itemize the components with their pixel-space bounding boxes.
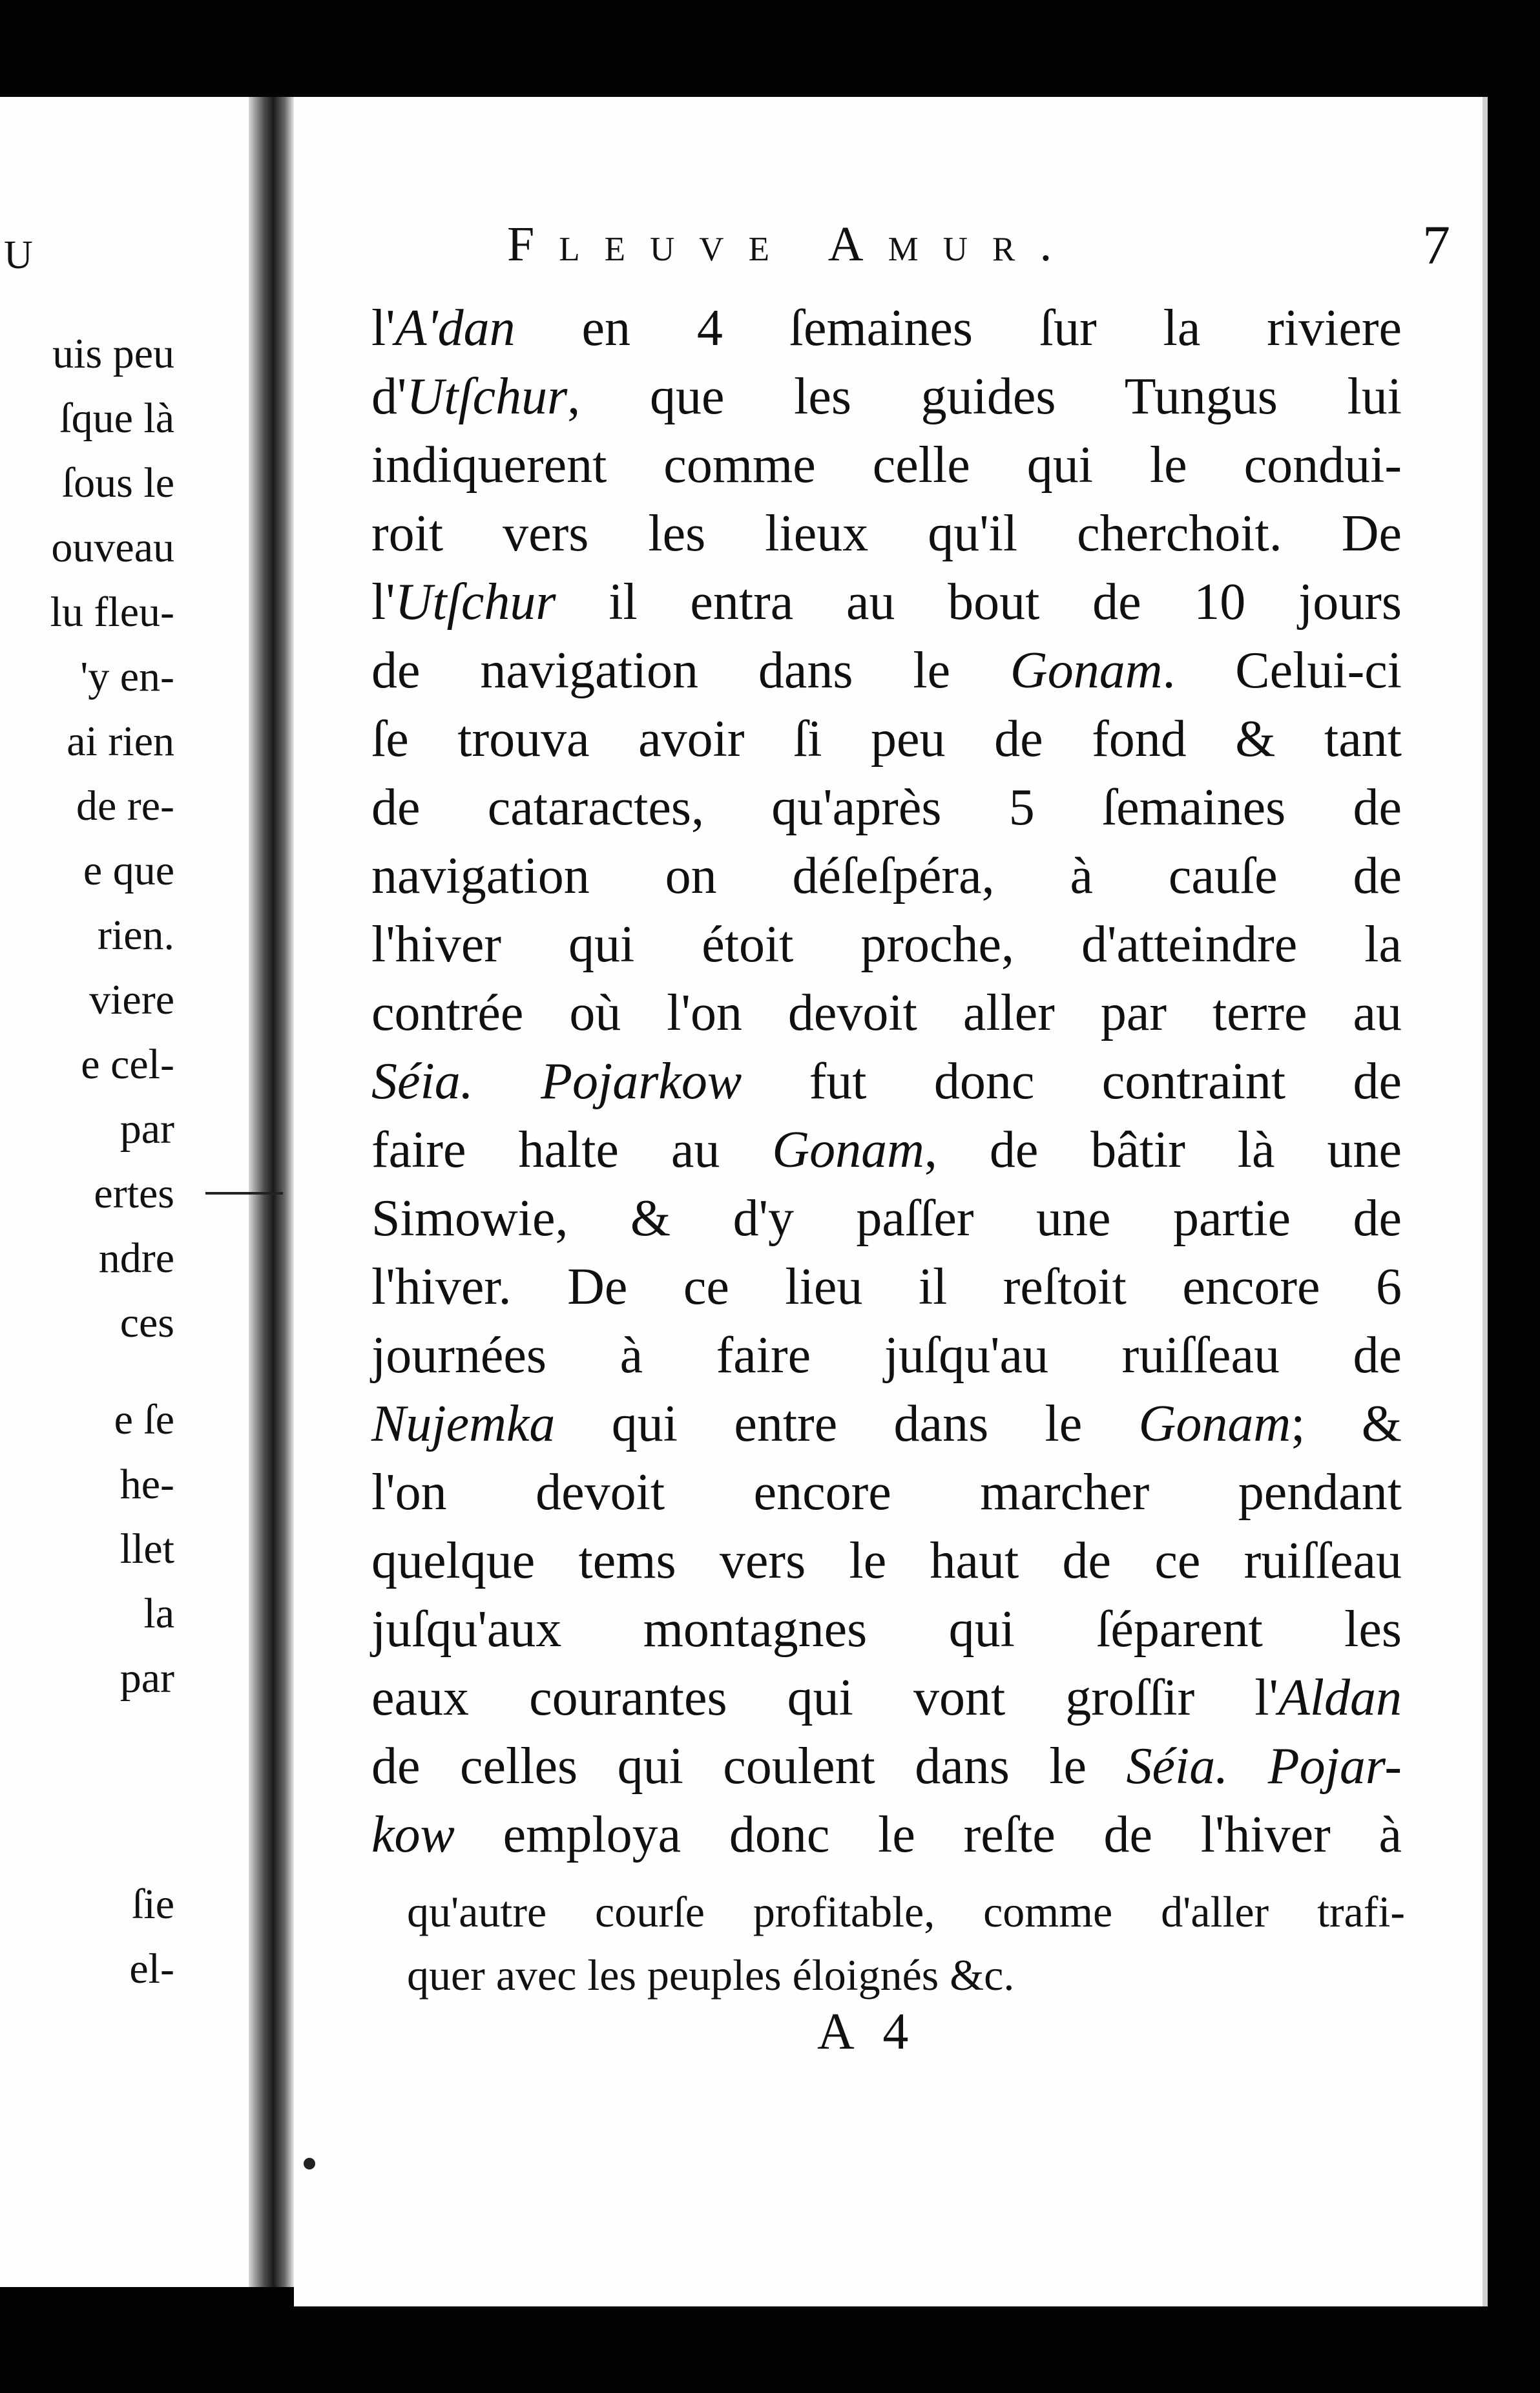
text-line (371, 1732, 1402, 1801)
left-fragment: ſie (132, 1881, 174, 1928)
text-segment: Simowie, & d'y paſſer une partie de (371, 1190, 1402, 1247)
footnote-line: qu'autre courſe profitable, comme d'aller trafi- (407, 1887, 1405, 1936)
text-segment: l' (371, 300, 395, 357)
italic-segment: Utſchur (395, 574, 556, 631)
signature-mark: A 4 (817, 2003, 918, 2060)
text-line (371, 910, 1402, 979)
text-line (371, 705, 1402, 773)
text-line (371, 1047, 1402, 1116)
italic-segment: Gonam (1010, 642, 1163, 699)
left-fragment: rien. (97, 912, 174, 959)
binding-thread (205, 1192, 283, 1195)
left-fragment: ertes (94, 1170, 174, 1217)
text-line (371, 1253, 1402, 1321)
text-segment: il entra au bout de 10 jours (556, 574, 1402, 631)
left-fragment: par (120, 1105, 174, 1153)
text-segment: ; & (1291, 1395, 1402, 1452)
italic-segment: Nujemka (371, 1395, 556, 1452)
left-fragment: e que (83, 847, 174, 894)
left-fragment: ndre (98, 1235, 174, 1282)
page-number: 7 (1422, 214, 1450, 276)
main-page (294, 97, 1483, 2306)
left-fragment: ai rien (67, 718, 174, 765)
text-line (371, 979, 1402, 1047)
italic-segment: Gonam (772, 1122, 924, 1178)
text-segment: , de bâtir là une (924, 1122, 1402, 1178)
body-text (371, 294, 1402, 1869)
text-line (371, 636, 1402, 705)
text-segment: l' (371, 574, 395, 631)
text-segment: l'on devoit encore marcher pendant (371, 1464, 1402, 1521)
text-line (371, 362, 1402, 431)
text-segment: roit vers les lieux qu'il cherchoit. De (371, 505, 1402, 562)
text-segment: de celles qui coulent dans le (371, 1738, 1127, 1795)
text-line (371, 1184, 1402, 1253)
left-fragment: el- (129, 1945, 174, 1992)
text-segment: . Celui-ci (1162, 642, 1402, 699)
footnote-line: quer avec les peuples éloignés &c. (407, 1950, 1015, 2000)
left-fragment: la (143, 1590, 174, 1637)
left-fragment: he- (120, 1461, 174, 1508)
text-line (371, 294, 1402, 362)
italic-segment: Utſchur (406, 368, 568, 425)
left-fragment: ſque là (59, 395, 174, 442)
text-line (371, 1801, 1402, 1869)
left-fragment: llet (120, 1525, 174, 1573)
text-line (371, 1458, 1402, 1527)
text-line (371, 568, 1402, 636)
ink-speck (304, 2158, 315, 2169)
text-segment: contrée où l'on devoit aller par terre au (371, 985, 1402, 1041)
text-segment: navigation on déſeſpéra, à cauſe de (371, 848, 1402, 904)
left-fragment: ces (120, 1299, 174, 1346)
text-segment: employa donc le reſte de l'hiver à (454, 1806, 1402, 1863)
text-segment: faire halte au (371, 1122, 773, 1178)
text-line (371, 1595, 1402, 1664)
left-fragment: uis peu (52, 330, 174, 377)
left-fragment: e ſe (114, 1396, 174, 1443)
text-segment: indiquerent comme celle qui le condui- (371, 437, 1402, 494)
text-line (371, 773, 1402, 842)
footnote (407, 1880, 1405, 2007)
text-line (371, 1664, 1402, 1732)
text-segment: d' (371, 368, 407, 425)
text-line (371, 1321, 1402, 1390)
text-segment: eaux courantes qui vont groſſir l' (371, 1669, 1278, 1726)
text-line (371, 499, 1402, 568)
running-head: Fleuve Amur. (507, 217, 1077, 271)
left-fragment: 'y en- (80, 653, 174, 700)
italic-segment: Séia. Pojar- (1126, 1738, 1402, 1795)
left-fragment: viere (89, 976, 174, 1023)
left-fragment: e cel- (81, 1041, 174, 1088)
left-fragment: ſous le (61, 459, 174, 507)
text-segment: l'hiver. De ce lieu il reſtoit encore 6 (371, 1259, 1402, 1315)
italic-segment: Séia. Pojarkow (371, 1053, 742, 1110)
text-segment: qui entre dans le (555, 1395, 1139, 1452)
text-line (371, 1390, 1402, 1458)
text-line (371, 1527, 1402, 1595)
text-segment: l'hiver qui étoit proche, d'atteindre la (371, 916, 1402, 973)
text-segment: , que les guides Tungus lui (567, 368, 1402, 425)
left-running-head: U (4, 233, 33, 277)
left-fragment: de re- (76, 782, 174, 830)
text-line (371, 842, 1402, 910)
text-segment: juſqu'aux montagnes qui ſéparent les (371, 1601, 1402, 1658)
text-segment: ſe trouva avoir ſi peu de fond & tant (371, 711, 1402, 768)
text-segment: fut donc contraint de (742, 1053, 1402, 1110)
page-header (507, 216, 1450, 275)
text-segment: de navigation dans le (371, 642, 1010, 699)
left-fragment: ouveau (51, 524, 174, 571)
text-line (371, 431, 1402, 499)
text-segment: quelque tems vers le haut de ce ruiſſeau (371, 1532, 1402, 1589)
text-segment: en 4 ſemaines ſur la riviere (515, 300, 1402, 357)
italic-segment: A'dan (395, 300, 515, 357)
italic-segment: kow (371, 1806, 455, 1863)
text-segment: journées à faire juſqu'au ruiſſeau de (371, 1327, 1402, 1384)
text-segment: de cataractes, qu'après 5 ſemaines de (371, 779, 1402, 836)
italic-segment: Aldan (1278, 1669, 1402, 1726)
text-line (371, 1116, 1402, 1184)
italic-segment: Gonam (1138, 1395, 1291, 1452)
left-fragment: lu fleu- (50, 589, 174, 636)
left-fragment: par (120, 1655, 174, 1702)
